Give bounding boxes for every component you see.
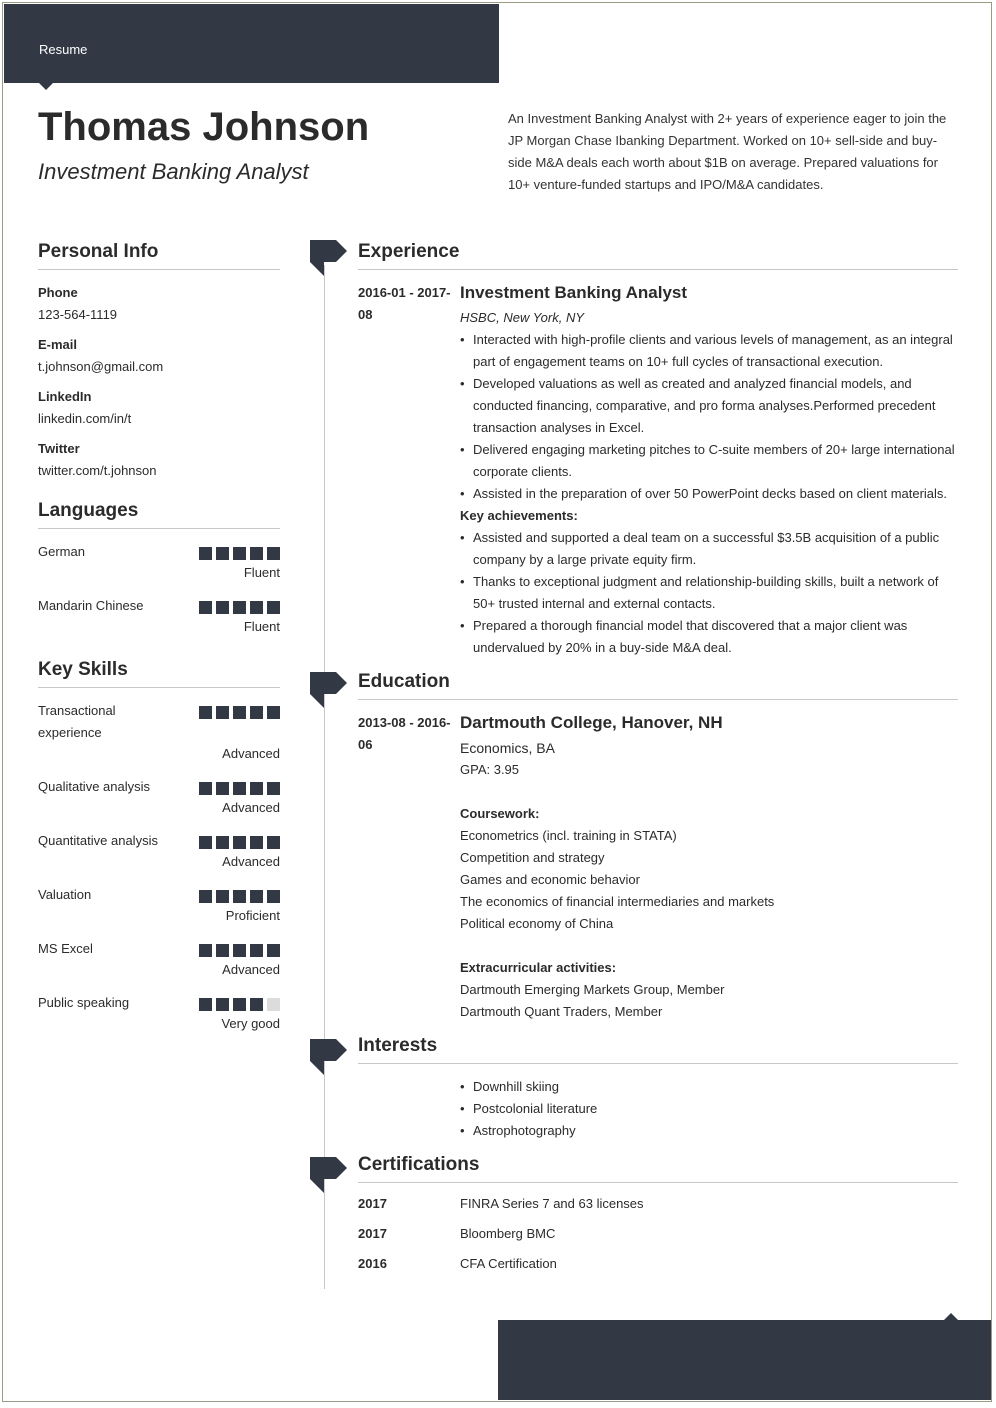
rating-dots	[199, 706, 280, 719]
rating-square-filled	[250, 890, 263, 903]
rating-square-filled	[216, 944, 229, 957]
info-linkedin	[38, 386, 280, 430]
experience-heading: Experience	[358, 241, 958, 270]
twitter-value: twitter.com/t.johnson	[38, 463, 157, 478]
list-item: • Downhill skiing	[460, 1076, 958, 1098]
coursework-label: Coursework:	[460, 806, 540, 821]
list-item: Dartmouth Quant Traders, Member	[460, 1004, 663, 1019]
languages-heading: Languages	[38, 500, 280, 529]
skill-item	[38, 884, 280, 926]
right-column	[358, 241, 958, 1275]
experience-flag-icon	[310, 240, 346, 276]
list-item: The economics of financial intermediaries and markets	[460, 894, 775, 909]
list-item: • Assisted and supported a deal team on a successful $3.5B acquisition of a public company by a large private equity firm.	[460, 527, 958, 571]
interests-heading: Interests	[358, 1035, 958, 1064]
certifications-flag-icon	[310, 1157, 346, 1193]
list-item: • Delivered engaging marketing pitches to C-suite members of 20+ large international corporate clients.	[460, 439, 958, 483]
experience-date: 2016-01 - 2017-08	[358, 285, 451, 322]
rating-square-filled	[250, 547, 263, 560]
language-level: Fluent	[243, 619, 280, 634]
rating-square-filled	[233, 706, 246, 719]
education-date: 2013-08 - 2016-06	[358, 715, 451, 752]
language-name: German	[38, 544, 85, 559]
skill-name: MS Excel	[38, 941, 93, 956]
certification-row	[358, 1193, 958, 1215]
rating-square-filled	[233, 944, 246, 957]
rating-square-filled	[267, 601, 280, 614]
personal-info-heading: Personal Info	[38, 241, 280, 270]
rating-square-filled	[199, 782, 212, 795]
rating-square-filled	[250, 601, 263, 614]
list-item: Econometrics (incl. training in STATA)	[460, 828, 677, 843]
rating-square-filled	[233, 782, 246, 795]
skill-name: Public speaking	[38, 995, 130, 1010]
education-section	[358, 671, 958, 1023]
skill-name: Qualitative analysis	[38, 779, 150, 794]
resume-page	[2, 2, 992, 1402]
education-gpa: GPA: 3.95	[460, 762, 520, 777]
info-phone	[38, 282, 280, 326]
rating-dots	[199, 944, 280, 957]
rating-square-filled	[250, 998, 263, 1011]
rating-square-filled	[199, 998, 212, 1011]
interests-flag-icon	[310, 1039, 346, 1075]
rating-square-filled	[233, 547, 246, 560]
education-entry	[358, 712, 958, 1023]
rating-square-filled	[267, 890, 280, 903]
skill-level: Proficient	[225, 908, 280, 923]
rating-square-filled	[216, 547, 229, 560]
rating-square-empty	[267, 998, 280, 1011]
education-flag-icon	[310, 672, 346, 708]
banner-notch	[944, 1313, 958, 1320]
linkedin-value: linkedin.com/in/t	[38, 411, 132, 426]
info-label: LinkedIn	[38, 389, 92, 404]
rating-dots	[199, 890, 280, 903]
list-item: Political economy of China	[460, 916, 614, 931]
rating-dots	[199, 547, 280, 560]
rating-square-filled	[216, 706, 229, 719]
timeline-line	[324, 265, 325, 1289]
language-name: Mandarin Chinese	[38, 598, 144, 613]
language-item	[38, 541, 280, 583]
experience-title: Investment Banking Analyst	[460, 283, 688, 302]
skill-level: Advanced	[222, 800, 280, 815]
candidate-job-title: Investment Banking Analyst	[38, 159, 309, 184]
skill-item	[38, 938, 280, 980]
skill-level: Advanced	[222, 962, 280, 977]
rating-square-filled	[267, 706, 280, 719]
cert-name: Bloomberg BMC	[460, 1226, 556, 1241]
rating-square-filled	[267, 547, 280, 560]
skills-heading: Key Skills	[38, 659, 280, 688]
rating-square-filled	[216, 998, 229, 1011]
list-item: Games and economic behavior	[460, 872, 640, 887]
email-value: t.johnson@gmail.com	[38, 359, 164, 374]
rating-square-filled	[250, 944, 263, 957]
skill-name: Valuation	[38, 887, 92, 902]
skill-name: Transactional experience	[38, 703, 116, 740]
rating-square-filled	[250, 836, 263, 849]
list-item: • Interacted with high-profile clients and various levels of management, as an integral part of engagement teams on 10+ full cycles of transactional execution.	[460, 329, 958, 373]
info-email	[38, 334, 280, 378]
certification-row	[358, 1223, 958, 1245]
list-item: • Developed valuations as well as created and analyzed financial models, and conducted financing, comparative, and pro forma analyses.Performed precedent transaction analyses in Excel.	[460, 373, 958, 439]
rating-square-filled	[267, 944, 280, 957]
language-level: Fluent	[243, 565, 280, 580]
rating-square-filled	[233, 601, 246, 614]
info-label: Twitter	[38, 441, 80, 456]
education-school: Dartmouth College, Hanover, NH	[460, 713, 723, 732]
phone-value: 123-564-1119	[38, 307, 118, 322]
rating-square-filled	[267, 836, 280, 849]
skill-level: Advanced	[222, 746, 280, 761]
rating-square-filled	[199, 944, 212, 957]
rating-square-filled	[199, 890, 212, 903]
cert-year: 2016	[358, 1256, 387, 1271]
profile-summary: An Investment Banking Analyst with 2+ years of experience eager to join the JP Morgan Chase Ibanking Department. Worked on 10+ sell-side and buy-side M&A deals each worth about $1B on average. Prepared valuations for 10+ venture-funded startups and IPO/M&A candidates.	[508, 111, 947, 192]
experience-company: HSBC, New York, NY	[460, 310, 585, 325]
skill-level: Very good	[221, 1016, 280, 1031]
skill-name: Quantitative analysis	[38, 833, 158, 848]
top-banner	[4, 4, 499, 83]
rating-dots	[199, 782, 280, 795]
certifications-section	[358, 1154, 958, 1275]
rating-square-filled	[233, 998, 246, 1011]
list-item: Competition and strategy	[460, 850, 605, 865]
rating-square-filled	[199, 547, 212, 560]
extracurricular-label: Extracurricular activities:	[460, 960, 617, 975]
rating-square-filled	[199, 706, 212, 719]
candidate-name: Thomas Johnson	[38, 105, 370, 149]
rating-dots	[199, 836, 280, 849]
education-degree: Economics, BA	[460, 740, 555, 756]
banner-notch	[39, 83, 53, 90]
skill-item	[38, 776, 280, 818]
list-item: • Prepared a thorough financial model that discovered that a major client was undervalued by 20% in a buy-side M&A deal.	[460, 615, 958, 659]
interests-list	[460, 1076, 958, 1142]
interests-section	[358, 1035, 958, 1142]
info-label: Phone	[38, 285, 78, 300]
rating-square-filled	[216, 836, 229, 849]
rating-square-filled	[233, 836, 246, 849]
rating-square-filled	[250, 706, 263, 719]
cert-name: CFA Certification	[460, 1256, 557, 1271]
skill-level: Advanced	[222, 854, 280, 869]
skill-item	[38, 830, 280, 872]
rating-square-filled	[199, 601, 212, 614]
education-heading: Education	[358, 671, 958, 700]
bottom-banner	[498, 1320, 992, 1400]
info-twitter	[38, 438, 280, 482]
skill-item	[38, 700, 280, 764]
language-item	[38, 595, 280, 637]
interests-entry	[358, 1076, 958, 1142]
certifications-heading: Certifications	[358, 1154, 958, 1183]
cert-name: FINRA Series 7 and 63 licenses	[460, 1196, 644, 1211]
rating-square-filled	[216, 890, 229, 903]
experience-bullets	[460, 329, 958, 505]
cert-year: 2017	[358, 1226, 387, 1241]
info-label: E-mail	[38, 337, 78, 352]
rating-square-filled	[267, 782, 280, 795]
list-item: • Assisted in the preparation of over 50 PowerPoint decks based on client materials.	[460, 483, 958, 505]
list-item: Dartmouth Emerging Markets Group, Member	[460, 982, 725, 997]
rating-square-filled	[216, 782, 229, 795]
left-column	[38, 241, 280, 1046]
rating-dots	[199, 601, 280, 614]
rating-dots	[199, 998, 280, 1011]
list-item: • Postcolonial literature	[460, 1098, 958, 1120]
skill-item	[38, 992, 280, 1034]
achievements-label: Key achievements:	[460, 508, 578, 523]
banner-label: Resume	[39, 42, 88, 57]
list-item: • Thanks to exceptional judgment and relationship-building skills, built a network of 50+ trusted internal and external contacts.	[460, 571, 958, 615]
rating-square-filled	[233, 890, 246, 903]
rating-square-filled	[199, 836, 212, 849]
list-item: • Astrophotography	[460, 1120, 958, 1142]
achievements-bullets	[460, 527, 958, 659]
rating-square-filled	[216, 601, 229, 614]
certification-row	[358, 1253, 958, 1275]
rating-square-filled	[250, 782, 263, 795]
experience-entry	[358, 282, 958, 659]
cert-year: 2017	[358, 1196, 387, 1211]
experience-section	[358, 241, 958, 659]
